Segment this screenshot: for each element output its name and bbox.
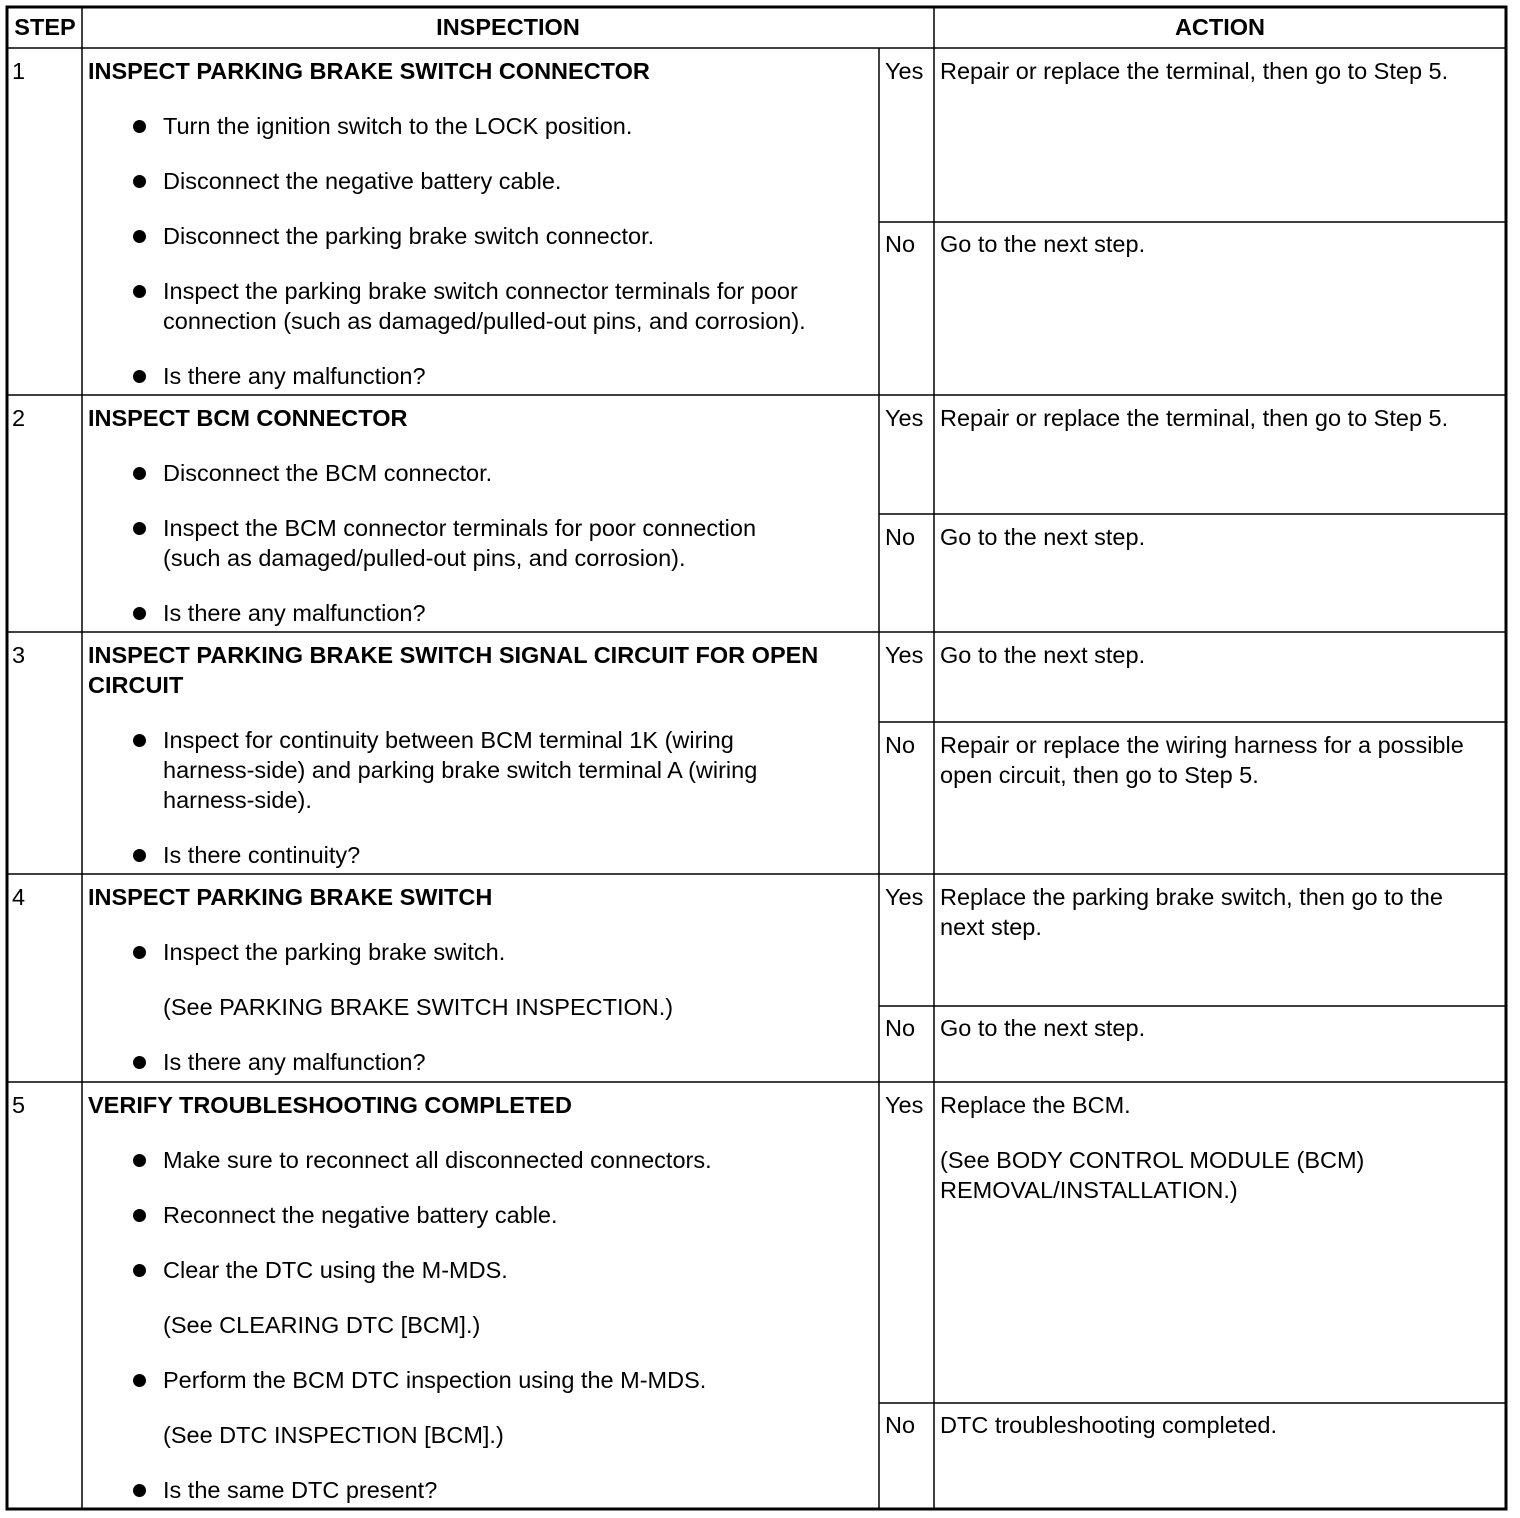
list-item: Is the same DTC present? bbox=[163, 1477, 438, 1503]
list-item: Turn the ignition switch to the LOCK position. bbox=[163, 113, 633, 139]
list-item: Perform the BCM DTC inspection using the M-MDS. bbox=[163, 1367, 707, 1393]
list-item: Make sure to reconnect all disconnected connectors. bbox=[163, 1147, 712, 1173]
no-label: No bbox=[885, 732, 916, 758]
yes-label: Yes bbox=[885, 405, 924, 431]
list-item: Inspect for continuity between BCM terminal 1K (wiring bbox=[163, 727, 734, 753]
no-action: Go to the next step. bbox=[940, 231, 1146, 257]
bullet-icon bbox=[133, 946, 146, 959]
no-label: No bbox=[885, 1412, 916, 1438]
header-inspection: INSPECTION bbox=[436, 14, 580, 40]
bullet-icon bbox=[133, 467, 146, 480]
yes-action: Repair or replace the terminal, then go to Step 5. bbox=[940, 405, 1449, 431]
bullet-icon bbox=[133, 175, 146, 188]
list-item: Is there any malfunction? bbox=[163, 1049, 426, 1075]
bullet-icon bbox=[133, 1056, 146, 1069]
header-action: ACTION bbox=[1174, 14, 1266, 40]
header-step: STEP bbox=[14, 14, 76, 40]
reference-note: (See DTC INSPECTION [BCM].) bbox=[163, 1422, 504, 1448]
bullet-icon bbox=[133, 1484, 146, 1497]
no-label: No bbox=[885, 231, 916, 257]
yes-action: Replace the parking brake switch, then go to the bbox=[940, 884, 1443, 910]
list-item-continuation: harness-side) and parking brake switch terminal A (wiring bbox=[163, 757, 758, 783]
bullet-icon bbox=[133, 285, 146, 298]
list-item-continuation: connection (such as damaged/pulled-out pins, and corrosion). bbox=[163, 308, 806, 334]
list-item: Reconnect the negative battery cable. bbox=[163, 1202, 558, 1228]
no-action: Go to the next step. bbox=[940, 524, 1146, 550]
bullet-icon bbox=[133, 230, 146, 243]
step-number: 5 bbox=[12, 1092, 26, 1118]
no-action: Go to the next step. bbox=[940, 1015, 1146, 1041]
no-action: Repair or replace the wiring harness for a possible bbox=[940, 732, 1464, 758]
yes-action: Replace the BCM. bbox=[940, 1092, 1131, 1118]
list-item-continuation: harness-side). bbox=[163, 787, 312, 813]
step-title: INSPECT BCM CONNECTOR bbox=[88, 405, 408, 431]
yes-action: Go to the next step. bbox=[940, 642, 1146, 668]
yes-action-continuation: next step. bbox=[940, 914, 1042, 940]
bullet-icon bbox=[133, 1154, 146, 1167]
bullet-icon bbox=[133, 849, 146, 862]
step-title-continuation: CIRCUIT bbox=[88, 672, 184, 698]
list-item: Is there continuity? bbox=[163, 842, 361, 868]
step-title: INSPECT PARKING BRAKE SWITCH CONNECTOR bbox=[88, 58, 650, 84]
step-number: 3 bbox=[12, 642, 26, 668]
list-item: Is there any malfunction? bbox=[163, 363, 426, 389]
list-item: Is there any malfunction? bbox=[163, 600, 426, 626]
step-title: INSPECT PARKING BRAKE SWITCH SIGNAL CIRCUIT FOR OPEN bbox=[88, 642, 819, 668]
yes-label: Yes bbox=[885, 642, 924, 668]
step-number: 2 bbox=[12, 405, 26, 431]
bullet-icon bbox=[133, 1264, 146, 1277]
list-item: Inspect the BCM connector terminals for poor connection bbox=[163, 515, 757, 541]
step-number: 4 bbox=[12, 884, 26, 910]
step-title: INSPECT PARKING BRAKE SWITCH bbox=[88, 884, 493, 910]
no-label: No bbox=[885, 1015, 916, 1041]
list-item: Disconnect the negative battery cable. bbox=[163, 168, 562, 194]
bullet-icon bbox=[133, 370, 146, 383]
list-item: Inspect the parking brake switch connector terminals for poor bbox=[163, 278, 798, 304]
step-number: 1 bbox=[12, 58, 26, 84]
list-item: Clear the DTC using the M-MDS. bbox=[163, 1257, 508, 1283]
no-action: DTC troubleshooting completed. bbox=[940, 1412, 1278, 1438]
list-item: Disconnect the BCM connector. bbox=[163, 460, 493, 486]
list-item-continuation: (such as damaged/pulled-out pins, and corrosion). bbox=[163, 545, 686, 571]
no-action-continuation: open circuit, then go to Step 5. bbox=[940, 762, 1259, 788]
reference-note: (See CLEARING DTC [BCM].) bbox=[163, 1312, 481, 1338]
bullet-icon bbox=[133, 522, 146, 535]
yes-label: Yes bbox=[885, 1092, 924, 1118]
yes-label: Yes bbox=[885, 58, 924, 84]
bullet-icon bbox=[133, 1374, 146, 1387]
no-label: No bbox=[885, 524, 916, 550]
yes-label: Yes bbox=[885, 884, 924, 910]
yes-reference-note-continuation: REMOVAL/INSTALLATION.) bbox=[940, 1177, 1238, 1203]
yes-action: Repair or replace the terminal, then go to Step 5. bbox=[940, 58, 1449, 84]
bullet-icon bbox=[133, 607, 146, 620]
yes-reference-note: (See BODY CONTROL MODULE (BCM) bbox=[940, 1147, 1365, 1173]
step-title: VERIFY TROUBLESHOOTING COMPLETED bbox=[88, 1092, 572, 1118]
list-item: Disconnect the parking brake switch connector. bbox=[163, 223, 655, 249]
bullet-icon bbox=[133, 734, 146, 747]
bullet-icon bbox=[133, 120, 146, 133]
list-item: Inspect the parking brake switch. bbox=[163, 939, 506, 965]
reference-note: (See PARKING BRAKE SWITCH INSPECTION.) bbox=[163, 994, 674, 1020]
bullet-icon bbox=[133, 1209, 146, 1222]
